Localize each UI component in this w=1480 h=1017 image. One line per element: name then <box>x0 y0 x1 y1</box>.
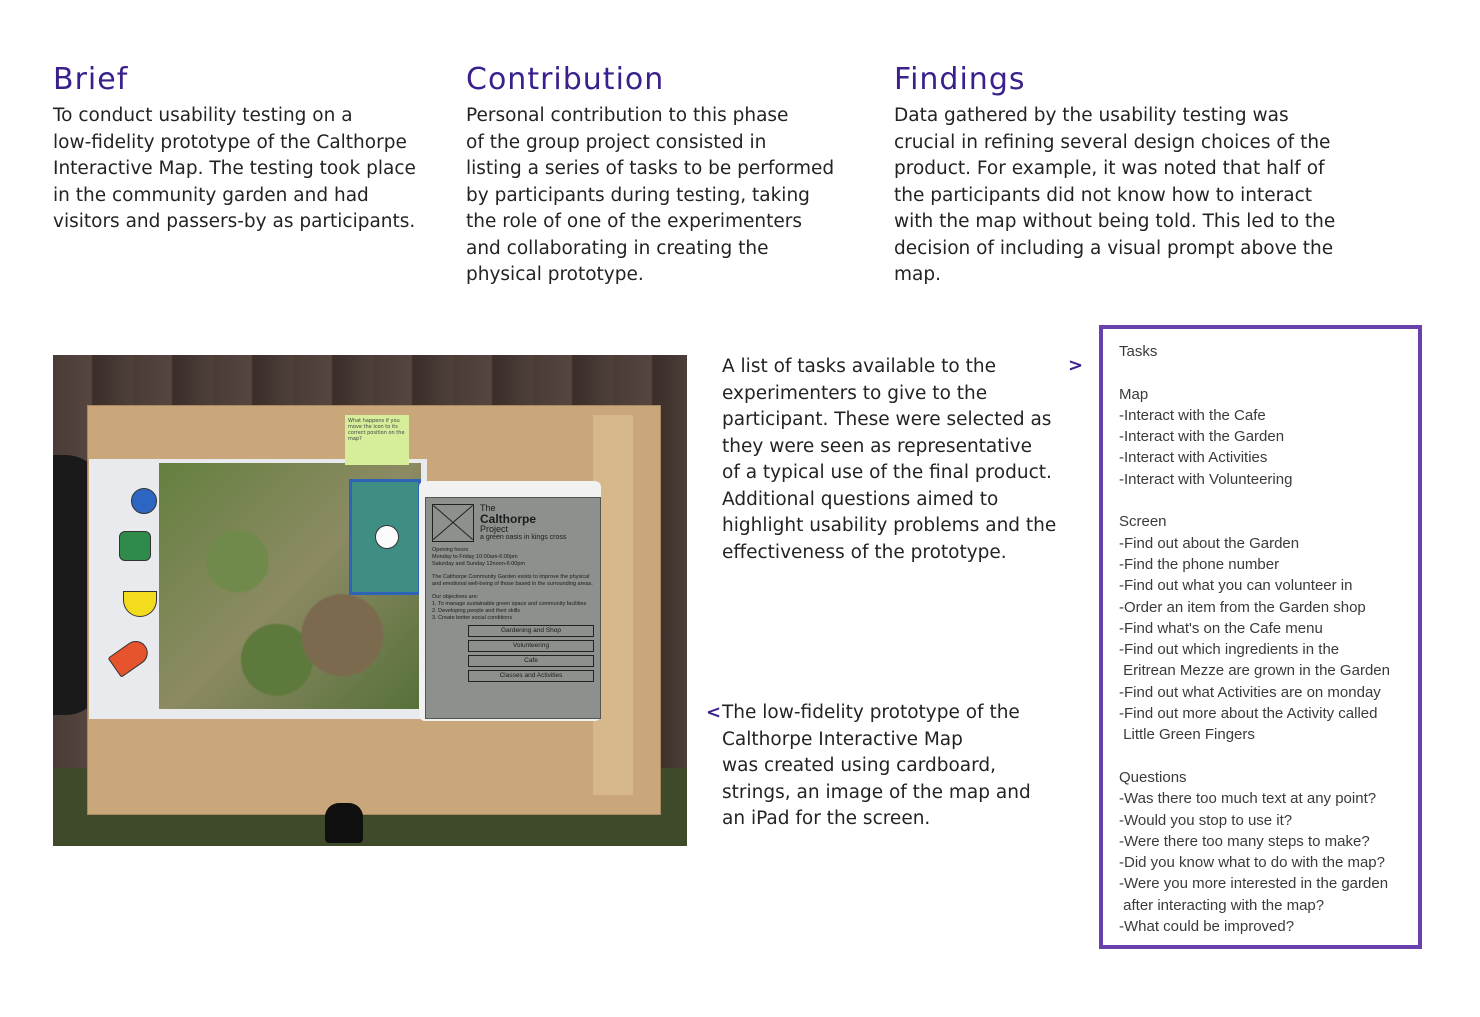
arrow-left-icon: < <box>706 702 722 723</box>
shoe <box>325 803 363 843</box>
contribution-body: Personal contribution to this phase of the group project consisted in listing a series of tasks to be performed by participants during testing, taking the role of one of the experimenters and collaborating in creating the physical prototype. <box>466 105 835 285</box>
list-item: -Interact with Volunteering <box>1119 470 1293 488</box>
list-item: Little Green Fingers <box>1119 726 1255 744</box>
list-item: -Find out more about the Activity called <box>1119 705 1378 723</box>
list-item: -Find out what you can volunteer in <box>1119 577 1353 595</box>
screen-button-activities: Classes and Activities <box>468 670 594 682</box>
list-item: Eritrean Mezze are grown in the Garden <box>1119 662 1390 680</box>
list-item: -Would you stop to use it? <box>1119 811 1293 829</box>
list-item: -Find out what Activities are on monday <box>1119 683 1381 701</box>
list-item: -Find what's on the Cafe menu <box>1119 619 1323 637</box>
findings-section <box>894 62 1374 289</box>
brief-section <box>53 62 453 236</box>
list-item: -Were you more interested in the garden <box>1119 875 1389 893</box>
list-item: after interacting with the map? <box>1119 896 1325 914</box>
screen-button-cafe: Cafe <box>468 655 594 667</box>
list-item: -Interact with the Garden <box>1119 428 1285 446</box>
screen-title-project: Project <box>480 524 509 534</box>
screen-button-volunteering: Volunteering <box>468 640 594 652</box>
screen-objectives: Our objectives are: 1. To manage sustainable green space and community facilities 2. Developing people and their skills 3. Create better social conditions <box>432 594 587 621</box>
tasks-description: A list of tasks available to the experimenters to give to the participant. These were selected as they were seen as representative of a typical use of the final product. Additional questions aimed to highlight usability problems and the effectiveness of the prototype. <box>722 356 1057 563</box>
screen-about: The Calthorpe Community Garden exists to improve the physical and emotional well-being of those based in the surrounding areas. <box>432 574 593 587</box>
list-item: -Find the phone number <box>1119 555 1280 573</box>
map-marker-icon <box>375 525 399 549</box>
sticky-note: What happens if you move the icon to its correct position on the map? <box>345 415 409 465</box>
contribution-heading: Contribution <box>466 62 665 97</box>
list-item: -Did you know what to do with the map? <box>1119 854 1385 872</box>
screen-hours: Opening hours Monday to Friday 10:00am-6:00pm Saturday and Sunday 12noon-6:00pm <box>432 547 525 567</box>
map-heading: Map <box>1119 385 1149 403</box>
ipad-screen <box>425 497 601 719</box>
tasks-panel <box>1099 325 1422 949</box>
contribution-section <box>466 62 866 289</box>
list-item: -Order an item from the Garden shop <box>1119 598 1366 616</box>
brief-heading: Brief <box>53 62 129 97</box>
list-item: -Was there too much text at any point? <box>1119 790 1377 808</box>
prototype-description: The low-fidelity prototype of the Calthorpe Interactive Map was created using cardboard, strings, an image of the map and an iPad for the screen. <box>722 702 1031 829</box>
findings-heading: Findings <box>894 62 1026 97</box>
questions-heading: Questions <box>1119 768 1187 786</box>
list-item: -Were there too many steps to make? <box>1119 832 1370 850</box>
screen-button-gardening: Gardening and Shop <box>468 625 594 637</box>
list-item: -What could be improved? <box>1119 918 1295 936</box>
list-item: -Interact with Activities <box>1119 449 1268 467</box>
list-item: -Find out which ingredients in the <box>1119 641 1340 659</box>
prototype-photo <box>53 355 687 846</box>
screen-tagline: a green oasis in kings cross <box>480 534 567 541</box>
findings-body: Data gathered by the usability testing was crucial in refining several design choices of the product. For example, it was noted that half of the participants did not know how to interact with the map without being told. This led to the decision of including a visual prompt above the map. <box>894 105 1336 285</box>
screen-heading: Screen <box>1119 513 1167 531</box>
watering-can-icon <box>119 531 151 561</box>
football-icon <box>131 488 157 514</box>
screen-title-calthorpe: Calthorpe <box>480 512 537 526</box>
screen-title-the: The <box>480 503 496 513</box>
list-item: -Find out about the Garden <box>1119 534 1300 552</box>
list-item: -Interact with the Cafe <box>1119 406 1266 424</box>
logo-placeholder-icon <box>432 504 474 542</box>
brief-body: To conduct usability testing on a low-fidelity prototype of the Calthorpe Interactive Map. The testing took place in the community garden and had visitors and passers-by as participants. <box>53 105 416 232</box>
arrow-right-icon: > <box>1068 355 1084 376</box>
tasks-title: Tasks <box>1119 343 1158 360</box>
